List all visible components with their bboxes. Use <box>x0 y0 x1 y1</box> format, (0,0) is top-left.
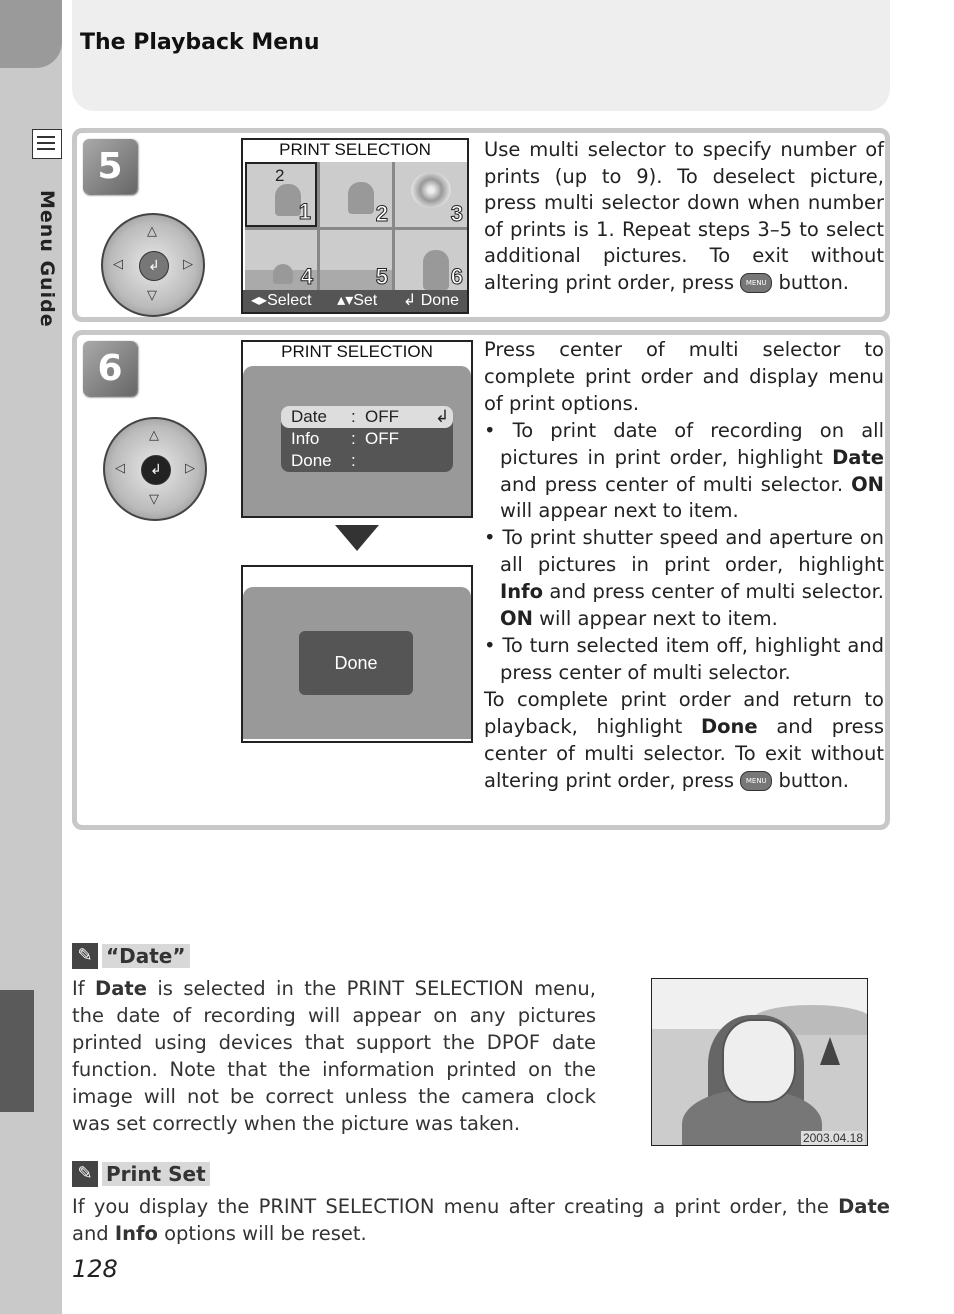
thumbnail-number: 4 <box>300 264 313 289</box>
step-number: 6 <box>83 341 137 396</box>
sidebar-tab <box>0 0 62 68</box>
option-separator: : <box>351 451 356 470</box>
sidebar-section-marker <box>0 990 34 1112</box>
menu-button-icon: MENU <box>740 771 772 791</box>
thumbnail <box>395 162 467 227</box>
note-print-set-heading <box>72 1161 210 1187</box>
step-number: 5 <box>83 139 137 194</box>
screen-footer <box>243 290 467 312</box>
step-5-panel <box>72 128 890 322</box>
step-5-instruction-end: button. <box>778 270 850 294</box>
note-pencil-icon: ✎ <box>72 943 98 969</box>
screen-title: PRINT SELECTION <box>281 342 433 361</box>
note-date-heading <box>72 943 190 969</box>
thumbnail-number: 6 <box>450 264 463 289</box>
note-title: Print Set <box>102 1162 210 1186</box>
multi-selector-icon: △ ▽ ◁ ▷ ↲ <box>101 213 205 317</box>
option-label: Date <box>291 407 327 426</box>
sample-photo <box>651 978 868 1146</box>
option-done <box>281 450 453 472</box>
header-panel <box>72 0 890 111</box>
done-screen <box>241 565 473 743</box>
note-print-set-text: If you display the PRINT SELECTION menu after creating a print order, the Date and Info options will be reset. <box>72 1195 890 1245</box>
sidebar-section-label: Menu Guide <box>36 190 58 328</box>
enter-icon: ↲ <box>141 455 171 485</box>
select-hint: ◂▸Select <box>251 292 312 309</box>
thumbnail <box>320 162 392 227</box>
thumbnail <box>245 162 317 227</box>
screen-title: PRINT SELECTION <box>279 140 431 159</box>
done-hint: ↲ Done <box>402 292 459 309</box>
set-hint: ▴▾Set <box>337 292 378 309</box>
thumbnail <box>395 230 467 291</box>
menu-button-icon: MENU <box>740 273 772 293</box>
option-separator: : <box>351 429 356 448</box>
bullet-item: • To print date of recording on all pictures in print order, highlight Date and press center of multi selector. ON will appear next to item. <box>484 418 884 523</box>
page-number: 128 <box>72 1255 118 1283</box>
bullet-item: • To turn selected item off, highlight and press center of multi selector. <box>484 633 885 684</box>
step-6-text <box>484 337 884 794</box>
option-separator: : <box>351 407 356 426</box>
option-date <box>281 406 453 428</box>
enter-icon: ↲ <box>139 251 169 281</box>
page-title: The Playback Menu <box>80 30 320 55</box>
step-5-instruction: Use multi selector to specify number of prints (up to 9). To deselect picture, press multi selector down when number of prints is 1. Repeat steps 3–5 to select additional pictures. To exit without altering print order, press <box>484 138 884 294</box>
thumbnail-number: 1 <box>298 198 311 224</box>
down-arrow-icon <box>335 525 379 551</box>
screen-body <box>243 587 471 739</box>
print-quantity: 2 <box>275 166 285 185</box>
note-date-text: If Date is selected in the PRINT SELECTION menu, the date of recording will appear on any pictures printed using devices that support the DPOF date function. Note that the information printed on the image will not be correct unless the camera clock was set correctly when the picture was taken. <box>72 977 596 1135</box>
photo-date-stamp: 2003.04.18 <box>802 1131 863 1145</box>
print-options-list <box>281 406 453 472</box>
print-options-screen <box>241 340 473 518</box>
bullet-item: • To print shutter speed and aperture on all pictures in print order, highlight Info and press center of multi selector. ON will appear next to item. <box>484 526 884 631</box>
option-label: Done <box>291 451 332 470</box>
thumbnail-number: 3 <box>450 200 463 226</box>
step-6-panel <box>72 330 890 830</box>
screen-body <box>243 366 471 516</box>
menu-list-icon <box>32 129 62 159</box>
done-button: Done <box>299 631 413 695</box>
thumbnail <box>320 230 392 291</box>
step-6-intro: Press center of multi selector to complete print order and display menu of print options. <box>484 338 884 415</box>
step-5-text <box>484 137 884 297</box>
thumbnail-grid <box>245 162 467 290</box>
note-pencil-icon: ✎ <box>72 1161 98 1187</box>
note-title: “Date” <box>102 944 190 968</box>
option-label: Info <box>291 429 320 448</box>
enter-icon: ↲ <box>435 407 450 426</box>
sailboat-icon <box>820 1037 840 1065</box>
option-value: OFF <box>365 407 399 426</box>
thumbnail-number: 2 <box>375 200 388 226</box>
option-value: OFF <box>365 429 399 448</box>
thumbnail-number: 5 <box>375 264 388 289</box>
print-selection-screen <box>241 138 469 314</box>
step-6-outro: To complete print order and return to playback, highlight Done and press center of multi selector. To exit without altering print order, press MENU button. <box>484 687 884 792</box>
multi-selector-icon: △ ▽ ◁ ▷ ↲ <box>103 417 207 521</box>
option-info <box>281 428 453 450</box>
thumbnail <box>245 230 317 291</box>
